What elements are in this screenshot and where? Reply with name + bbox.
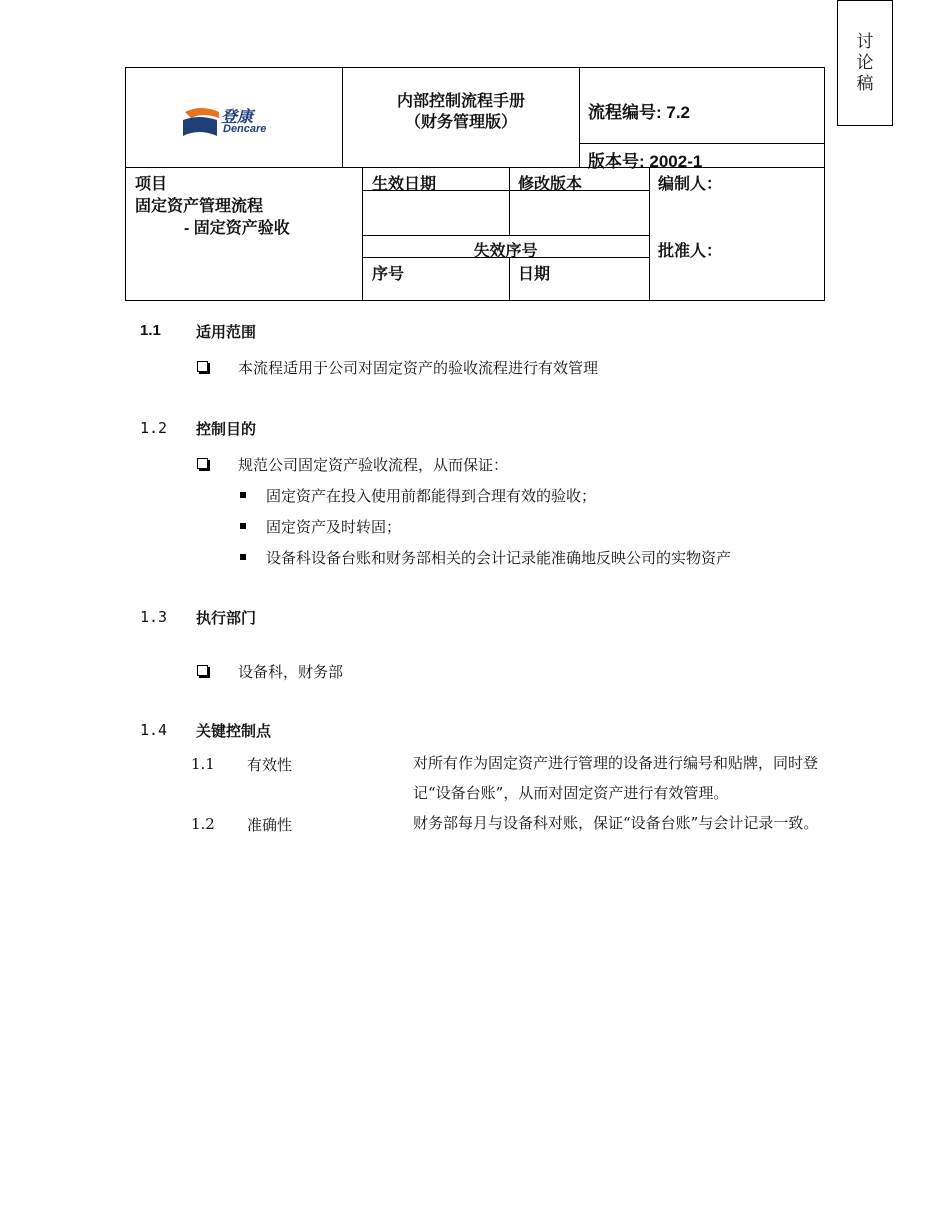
control-point-desc: 财务部每月与设备科对账，保证“设备台账”与会计记录一致。	[413, 814, 819, 832]
divider	[579, 143, 825, 144]
divider	[362, 167, 363, 301]
approver-label: 批准人：	[658, 243, 723, 260]
logo-mark-icon	[181, 106, 221, 140]
section-number: 1.1	[140, 322, 161, 339]
draft-char: 论	[856, 52, 874, 73]
divider	[649, 167, 650, 301]
date-label: 日期	[518, 266, 551, 283]
control-point-number: 1.2	[191, 815, 215, 833]
control-point-name: 有效性	[247, 756, 293, 774]
project-label: 项目	[135, 176, 168, 193]
manual-subtitle: （财务管理版）	[404, 114, 517, 131]
purpose-point: 固定资产及时转固；	[266, 518, 402, 536]
purpose-intro: 规范公司固定资产验收流程，从而保证：	[238, 456, 509, 474]
section-number: 1.4	[140, 721, 168, 739]
section-title: 控制目的	[196, 420, 257, 438]
checkbox-bullet-icon	[197, 665, 208, 676]
control-point-desc: 对所有作为固定资产进行管理的设备进行编号和贴牌，同时登记“设备台账”，从而对固定资产进行有效管理。	[413, 754, 819, 802]
divider	[126, 167, 825, 168]
seq-label: 序号	[372, 266, 405, 283]
logo-cn: 登康	[221, 109, 254, 126]
square-bullet-icon	[240, 492, 246, 498]
scope-text: 本流程适用于公司对固定资产的验收流程进行有效管理	[238, 359, 599, 377]
divider	[509, 167, 510, 235]
divider	[509, 257, 510, 301]
checkbox-bullet-icon	[197, 458, 208, 469]
section-title: 执行部门	[196, 609, 257, 627]
process-number: 流程编号: 7.2	[588, 103, 691, 122]
section-title: 关键控制点	[196, 722, 272, 740]
divider	[362, 235, 649, 236]
version-number: 版本号: 2002-1	[588, 152, 703, 171]
editor-label: 编制人：	[658, 176, 723, 193]
square-bullet-icon	[240, 523, 246, 529]
company-logo	[181, 106, 281, 140]
project-sub: - 固定资产验收	[184, 220, 290, 237]
department-text: 设备科，财务部	[238, 663, 344, 681]
purpose-point: 设备科设备台账和财务部相关的会计记录能准确地反映公司的实物资产	[266, 549, 732, 567]
checkbox-bullet-icon	[197, 361, 208, 372]
draft-char: 讨	[856, 31, 874, 52]
revision-label: 修改版本	[518, 176, 583, 193]
draft-stamp	[837, 0, 893, 126]
effective-date-label: 生效日期	[372, 176, 437, 193]
section-title: 适用范围	[196, 323, 257, 341]
section-number: 1.3	[140, 608, 168, 626]
control-point-name: 准确性	[247, 816, 293, 834]
control-point-number: 1.1	[191, 755, 215, 773]
manual-title: 内部控制流程手册	[396, 93, 525, 110]
invalid-seq-label: 失效序号	[473, 243, 538, 260]
square-bullet-icon	[240, 554, 246, 560]
purpose-point: 固定资产在投入使用前都能得到合理有效的验收；	[266, 487, 597, 505]
section-number: 1.2	[140, 419, 168, 437]
divider	[579, 68, 580, 168]
draft-char: 稿	[856, 73, 874, 94]
logo-en: Dencare	[223, 123, 267, 135]
project-name: 固定资产管理流程	[135, 198, 264, 215]
header-table	[125, 67, 825, 301]
